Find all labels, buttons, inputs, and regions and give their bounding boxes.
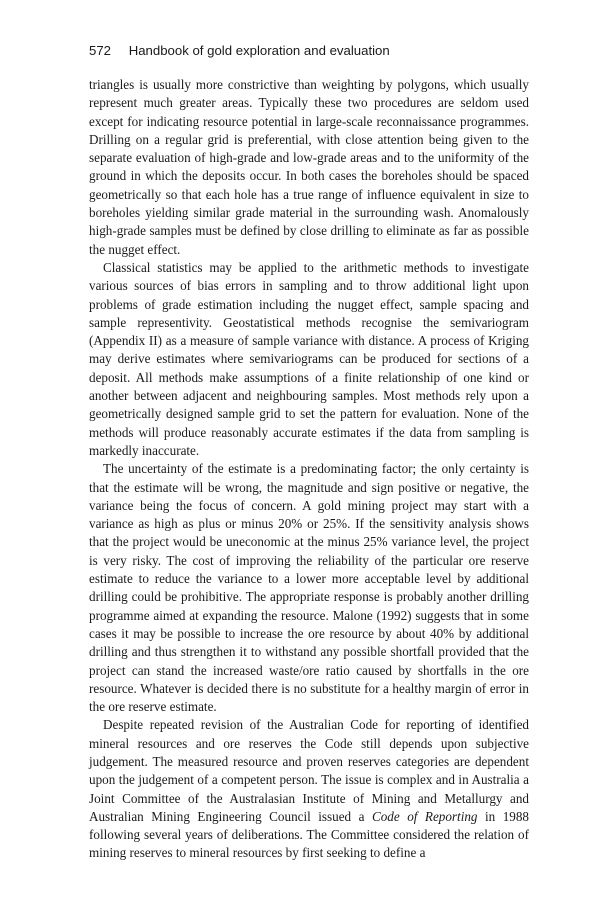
- paragraph-text: Despite repeated revision of the Australian Code for reporting of identified mineral resources and ore reserves the Code still depends upon subjective judgement. The measured resource and proven reserves categories are dependent upon the judgement of a competent person. The issue is complex and in Australia a Joint Committee of the Australasian Institute of Mining and Metallurgy and Australian Mining Engineering Council issued a: [89, 717, 529, 824]
- page-number: 572: [89, 43, 112, 58]
- page-header: [89, 41, 529, 61]
- publication-title: Code of Reporting: [371, 808, 478, 824]
- paragraph: [89, 716, 529, 862]
- paragraph: Classical statistics may be applied to the arithmetic methods to investigate various sources of bias errors in sampling and to throw additional light upon problems of grade estimation including the nugget effect, sample spacing and sample representivity. Geostatistical methods recognise the semivariogram (Appendix II) as a measure of sample variance with distance. A process of Kriging may derive estimates where semivariograms can be produced for sections of a deposit. All methods make assumptions of a finite relationship of one kind or another between adjacent and neighbouring samples. Most methods rely upon a geometrically designed sample grid to set the pattern for evaluation. None of the methods will produce reasonably accurate estimates if the data from sampling is markedly inaccurate.: [89, 259, 529, 458]
- body-text: [89, 76, 529, 863]
- paragraph: The uncertainty of the estimate is a predominating factor; the only certainty is that the estimate will be wrong, the magnitude and sign positive or negative, the variance being the focus of concern. A gold mining project may start with a variance as high as plus or minus 20% or 25%. If the sensitivity analysis shows that the project would be uneconomic at the minus 25% variance level, the project is very risky. The cost of improving the reliability of the particular ore reserve estimate to reduce the variance to a lower more acceptable level by additional drilling could be prohibitive. The appropriate response is probably another drilling programme aimed at expanding the resource. Malone (1992) suggests that in some cases it may be possible to increase the ore resource by about 40% by additional drilling and thus strengthen it to withstand any possible shortfall provided that the project can stand the increased waste/ore ratio caused by shortfalls in the ore resource. Whatever is decided there is no substitute for a healthy margin of error in the ore reserve estimate.: [89, 461, 529, 715]
- paragraph: triangles is usually more constrictive than weighting by polygons, which usually represent much greater areas. Typically these two procedures are seldom used except for indicating resource potential in large-scale reconnaissance programmes. Drilling on a regular grid is preferential, with close attention being given to the separate evaluation of high-grade and low-grade areas and to the uniformity of the ground in which the deposits occur. In both cases the boreholes should be spaced geometrically so that each hole has a true range of influence equivalent in size to boreholes yielding similar grade material in the surrounding wash. Anomalously high-grade samples must be defined by close drilling to eliminate as far as possible the nugget effect.: [89, 77, 529, 257]
- running-title: Handbook of gold exploration and evaluation: [128, 43, 390, 58]
- paragraph-text: in 1988 following several years of deliberations. The Committee considered the relation of mining reserves to mineral resources by first seeking to define a: [89, 808, 530, 861]
